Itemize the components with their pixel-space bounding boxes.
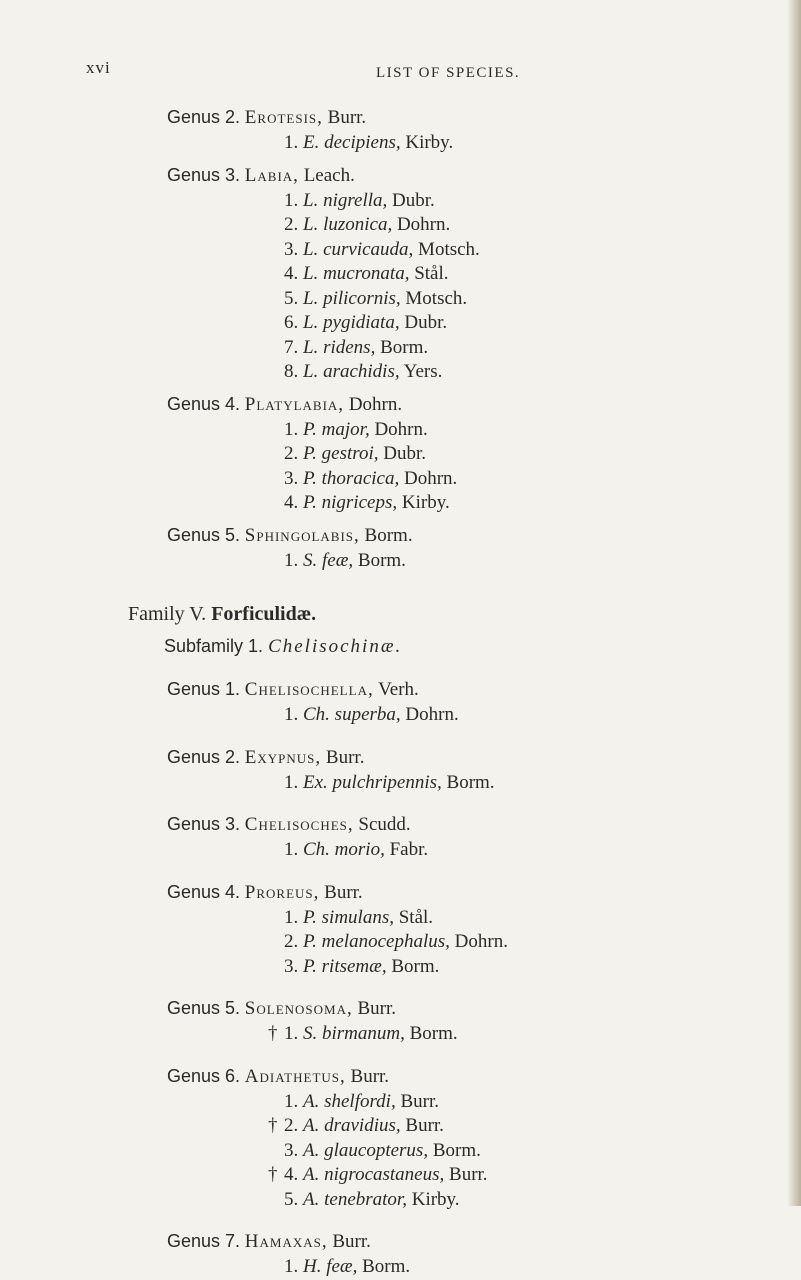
species-entry	[0, 1090, 801, 1115]
species-number: 2.	[284, 443, 299, 464]
genus-label: Genus 3.	[167, 164, 241, 185]
species-entry	[0, 1163, 801, 1188]
genus-name: Solenosoma,	[244, 998, 353, 1019]
species-name: L. mucronata,	[303, 263, 410, 284]
species-entry	[0, 838, 801, 863]
genus-label: Genus 3.	[167, 814, 241, 834]
species-entry	[0, 1022, 801, 1047]
species-entry	[0, 336, 801, 361]
species-number: 4.	[284, 1164, 299, 1185]
genus-heading	[0, 879, 801, 906]
species-entry	[0, 131, 801, 156]
genus-label: Genus 5.	[167, 998, 241, 1018]
species-entry	[0, 906, 801, 931]
species-number: 1.	[284, 132, 299, 153]
species-name: L. nigrella,	[303, 189, 388, 211]
species-entry	[0, 930, 801, 955]
subfamily-label: Subfamily 1.	[164, 636, 264, 656]
genus-heading	[0, 1063, 801, 1090]
species-author: Dohrn.	[454, 931, 508, 952]
genus-heading	[0, 522, 801, 549]
species-author: Motsch.	[418, 238, 480, 260]
species-name: P. melanocephalus,	[303, 931, 450, 952]
species-entry	[0, 1139, 801, 1164]
species-entry	[0, 189, 801, 214]
species-name: L. luzonica,	[303, 214, 393, 235]
species-name: A. glaucopterus,	[303, 1139, 429, 1161]
species-name: L. pilicornis,	[303, 287, 401, 309]
species-name: Ch. morio,	[303, 839, 385, 860]
genus-name: Erotesis,	[244, 107, 323, 128]
species-name: S. feæ,	[303, 549, 354, 571]
species-author: Dubr.	[392, 189, 435, 211]
species-number: 1.	[284, 189, 299, 211]
genus-author: Burr.	[327, 107, 367, 128]
species-name: L. curvicauda,	[303, 238, 414, 260]
species-entry	[0, 1188, 801, 1213]
species-number: 1.	[284, 1256, 299, 1277]
species-author: Borm.	[432, 1139, 481, 1161]
species-entry	[0, 703, 801, 728]
genus-author: Verh.	[378, 679, 419, 700]
species-number: 4.	[284, 263, 299, 284]
species-entry	[0, 238, 801, 263]
species-name: Ch. superba,	[303, 704, 401, 725]
genus-name: Labia,	[244, 164, 299, 186]
species-number: 2.	[284, 1115, 299, 1136]
species-name: S. birmanum,	[303, 1023, 405, 1044]
species-author: Burr.	[449, 1164, 488, 1185]
species-author: Dubr.	[404, 312, 448, 333]
species-number: 1.	[284, 704, 299, 725]
species-author: Borm.	[409, 1023, 458, 1044]
genus-author: Burr.	[332, 1231, 371, 1252]
species-author: Kirby.	[405, 132, 454, 153]
species-number: 3.	[284, 955, 299, 977]
genus-label: Genus 4.	[167, 881, 241, 902]
species-list	[0, 104, 801, 1280]
species-entry	[0, 491, 801, 516]
subfamily-name: Chelisochinæ.	[268, 636, 403, 657]
genus-heading	[0, 104, 801, 131]
species-entry	[0, 311, 801, 336]
species-number: 1.	[284, 839, 299, 860]
species-author: Dohrn.	[374, 418, 428, 440]
species-name: A. tenebrator,	[303, 1188, 407, 1210]
genus-list-top	[0, 104, 801, 573]
genus-author: Scudd.	[358, 814, 411, 835]
species-entry	[0, 771, 801, 796]
family-name: Forficulidæ.	[211, 603, 317, 625]
species-author: Dubr.	[383, 443, 426, 464]
species-entry	[0, 360, 801, 385]
genus-heading	[0, 995, 801, 1022]
genus-name: Hamaxas,	[244, 1231, 328, 1252]
species-number: 2.	[284, 931, 299, 952]
species-name: P. simulans,	[303, 906, 394, 928]
dagger-mark: †	[268, 1023, 278, 1044]
genus-author: Dohrn.	[348, 393, 403, 415]
genus-name: Proreus,	[244, 881, 320, 903]
genus-author: Burr.	[324, 881, 363, 903]
species-author: Dohrn.	[396, 214, 451, 235]
species-name: L. arachidis,	[303, 361, 400, 382]
genus-label: Genus 5.	[167, 524, 241, 545]
species-number: 1.	[284, 906, 299, 928]
species-entry	[0, 955, 801, 980]
genus-list-bottom	[0, 676, 801, 1280]
species-author: Burr.	[400, 1090, 439, 1112]
species-name: H. feæ,	[303, 1256, 358, 1277]
running-header	[0, 58, 801, 88]
genus-author: Borm.	[364, 524, 413, 546]
species-number: 5.	[284, 287, 299, 309]
species-author: Borm.	[380, 336, 429, 358]
species-number: 1.	[284, 1023, 299, 1044]
genus-label: Genus 4.	[167, 393, 241, 414]
genus-heading	[0, 811, 801, 838]
species-author: Dohrn.	[403, 467, 458, 489]
species-name: P. ritsemæ,	[303, 955, 387, 977]
genus-heading	[0, 162, 801, 189]
family-heading	[0, 601, 801, 627]
species-number: 3.	[284, 1139, 299, 1161]
species-author: Borm.	[357, 549, 406, 571]
dagger-mark: †	[268, 1164, 278, 1185]
genus-label: Genus 2.	[167, 107, 241, 127]
species-author: Borm.	[362, 1256, 411, 1277]
species-name: A. shelfordi,	[303, 1090, 396, 1112]
genus-name: Platylabia,	[244, 393, 345, 415]
genus-heading	[0, 391, 801, 418]
genus-author: Burr.	[357, 998, 397, 1019]
species-author: Burr.	[405, 1115, 444, 1136]
genus-name: Sphingolabis,	[244, 524, 360, 546]
species-author: Borm.	[446, 771, 495, 793]
page-number: xvi	[86, 58, 111, 77]
species-number: 3.	[284, 467, 299, 489]
species-author: Yers.	[403, 361, 443, 382]
species-entry	[0, 287, 801, 312]
species-author: Kirby.	[401, 492, 450, 513]
running-title: LIST OF SPECIES.	[376, 65, 521, 81]
genus-name: Exypnus,	[244, 746, 322, 768]
species-name: A. nigrocastaneus,	[303, 1164, 445, 1185]
genus-name: Adiathetus,	[244, 1065, 346, 1087]
genus-author: Burr.	[350, 1065, 390, 1087]
species-entry	[0, 442, 801, 467]
species-name: P. thoracica,	[303, 467, 400, 489]
genus-heading	[0, 1228, 801, 1255]
species-number: 2.	[284, 214, 299, 235]
species-name: P. gestroi,	[303, 443, 379, 464]
species-author: Dohrn.	[405, 704, 459, 725]
species-number: 5.	[284, 1188, 299, 1210]
genus-heading	[0, 744, 801, 771]
species-entry	[0, 262, 801, 287]
species-author: Fabr.	[389, 839, 429, 860]
genus-label: Genus 2.	[167, 746, 241, 767]
dagger-mark: †	[268, 1115, 278, 1136]
species-entry	[0, 213, 801, 238]
genus-heading	[0, 676, 801, 703]
species-name: Ex. pulchripennis,	[303, 771, 442, 793]
genus-name: Chelisochella,	[244, 679, 374, 700]
species-entry	[0, 1114, 801, 1139]
species-name: P. major,	[303, 418, 370, 440]
species-number: 1.	[284, 549, 299, 571]
species-number: 1.	[284, 418, 299, 440]
species-author: Stål.	[414, 263, 449, 284]
species-name: L. ridens,	[303, 336, 376, 358]
species-author: Stål.	[398, 906, 434, 928]
genus-name: Chelisoches,	[244, 814, 354, 835]
species-number: 3.	[284, 238, 299, 260]
genus-label: Genus 7.	[167, 1231, 241, 1251]
species-number: 1.	[284, 771, 299, 793]
genus-label: Genus 1.	[167, 679, 241, 699]
subfamily-heading	[0, 633, 801, 660]
species-entry	[0, 549, 801, 574]
species-name: A. dravidius,	[303, 1115, 401, 1136]
species-entry	[0, 467, 801, 492]
species-entry	[0, 1255, 801, 1280]
genus-label: Genus 6.	[167, 1065, 241, 1086]
species-number: 4.	[284, 492, 299, 513]
species-author: Borm.	[391, 955, 440, 977]
species-name: E. decipiens,	[303, 132, 401, 153]
species-name: P. nigriceps,	[303, 492, 398, 513]
species-number: 8.	[284, 361, 299, 382]
species-number: 1.	[284, 1090, 299, 1112]
genus-author: Burr.	[325, 746, 365, 768]
family-label: Family V.	[128, 603, 207, 625]
species-author: Kirby.	[411, 1188, 460, 1210]
species-entry	[0, 418, 801, 443]
species-name: L. pygidiata,	[303, 312, 400, 333]
species-number: 6.	[284, 312, 299, 333]
genus-author: Leach.	[303, 164, 355, 186]
species-number: 7.	[284, 336, 299, 358]
species-author: Motsch.	[405, 287, 468, 309]
